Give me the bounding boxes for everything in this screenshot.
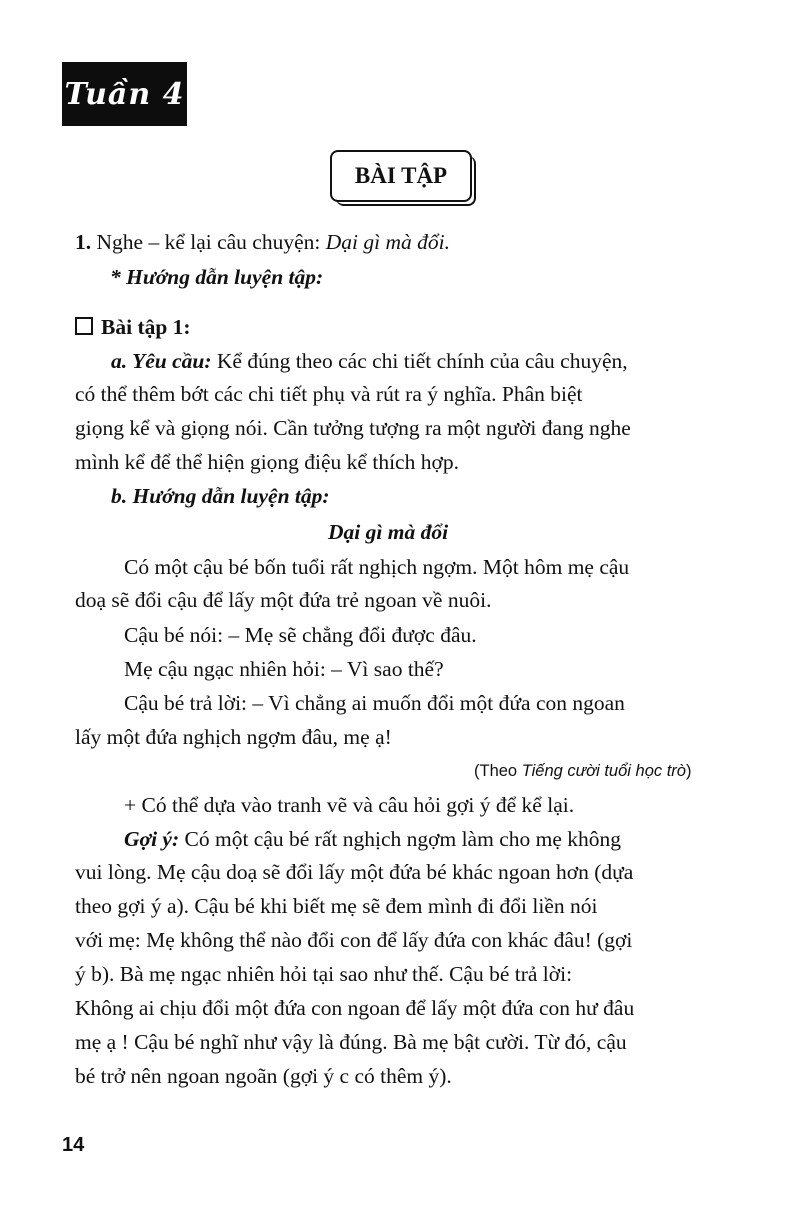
requirement-text-1: Kể đúng theo các chi tiết chính của câu chuyện, <box>211 349 628 373</box>
source-suffix: ) <box>685 762 692 780</box>
hint-text-1: Có một cậu bé rất nghịch ngợm làm cho mẹ không <box>179 827 621 851</box>
hint-label: Gợi ý: <box>124 827 180 851</box>
story-line-1: Có một cậu bé bốn tuổi rất nghịch ngợm. Một hôm mẹ cậu <box>124 555 630 579</box>
story-line-3: Cậu bé nói: – Mẹ sẽ chẳng đổi được đâu. <box>124 623 477 647</box>
requirement-line-1 <box>111 348 628 374</box>
story-line-4: Mẹ cậu ngạc nhiên hỏi: – Vì sao thế? <box>124 657 444 681</box>
hint-line-2: vui lòng. Mẹ cậu doạ sẽ đổi lấy một đứa bé khác ngoan hơn (dựa <box>75 860 634 884</box>
exercise-text: Nghe – kể lại câu chuyện: <box>96 230 321 254</box>
source-prefix: (Theo <box>474 762 522 780</box>
week-tag-text: Tuần 4 <box>64 76 185 112</box>
hint-line-8: bé trở nên ngoan ngoãn (gợi ý c có thêm ý). <box>75 1064 452 1088</box>
source-title: Tiếng cười tuổi học trò <box>521 762 686 780</box>
hint-line-3: theo gợi ý a). Cậu bé khi biết mẹ sẽ đem mình đi đổi liền nói <box>75 894 598 918</box>
hint-line-4: với mẹ: Mẹ không thể nào đổi con để lấy đứa con khác đâu! (gợi <box>75 928 633 952</box>
story-line-2: doạ sẽ đổi cậu để lấy một đứa trẻ ngoan về nuôi. <box>75 588 492 612</box>
requirement-label: a. Yêu cầu: <box>111 349 212 373</box>
exercise-label-line <box>75 314 191 340</box>
exercise-1-line <box>75 229 450 255</box>
hint-line-5: ý b). Bà mẹ ngạc nhiên hỏi tại sao như thế. Cậu bé trả lời: <box>75 962 573 986</box>
checkbox-icon <box>75 317 93 335</box>
story-line-5: Cậu bé trả lời: – Vì chẳng ai muốn đổi một đứa con ngoan <box>124 691 625 715</box>
hint-line-1 <box>124 826 621 852</box>
exercise-label: Bài tập 1: <box>101 315 191 339</box>
practice-guide-heading: * Hướng dẫn luyện tập: <box>110 265 324 289</box>
requirement-line-4: mình kể để thể hiện giọng điệu kể thích hợp. <box>75 450 459 474</box>
requirement-line-3: giọng kể và giọng nói. Cần tưởng tượng ra một người đang nghe <box>75 416 631 440</box>
story-line-6: lấy một đứa nghịch ngợm đâu, mẹ ạ! <box>75 725 392 749</box>
guide-b-heading: b. Hướng dẫn luyện tập: <box>111 484 330 508</box>
hint-line-7: mẹ ạ ! Cậu bé nghĩ như vậy là đúng. Bà mẹ bật cười. Từ đó, cậu <box>75 1030 627 1054</box>
story-name-inline: Dại gì mà đổi. <box>325 230 450 254</box>
story-title: Dại gì mà đổi <box>328 520 449 544</box>
story-source <box>474 760 691 782</box>
section-title-box <box>330 150 472 202</box>
note-line: + Có thể dựa vào tranh vẽ và câu hỏi gợi ý để kể lại. <box>124 793 575 817</box>
section-title: BÀI TẬP <box>354 163 448 188</box>
requirement-line-2: có thể thêm bớt các chi tiết phụ và rút ra ý nghĩa. Phân biệt <box>75 382 583 406</box>
hint-line-6: Không ai chịu đổi một đứa con ngoan để lấy một đứa con hư đâu <box>75 996 635 1020</box>
page-number: 14 <box>62 1134 85 1156</box>
exercise-number: 1. <box>75 230 92 254</box>
week-tag <box>62 62 187 126</box>
